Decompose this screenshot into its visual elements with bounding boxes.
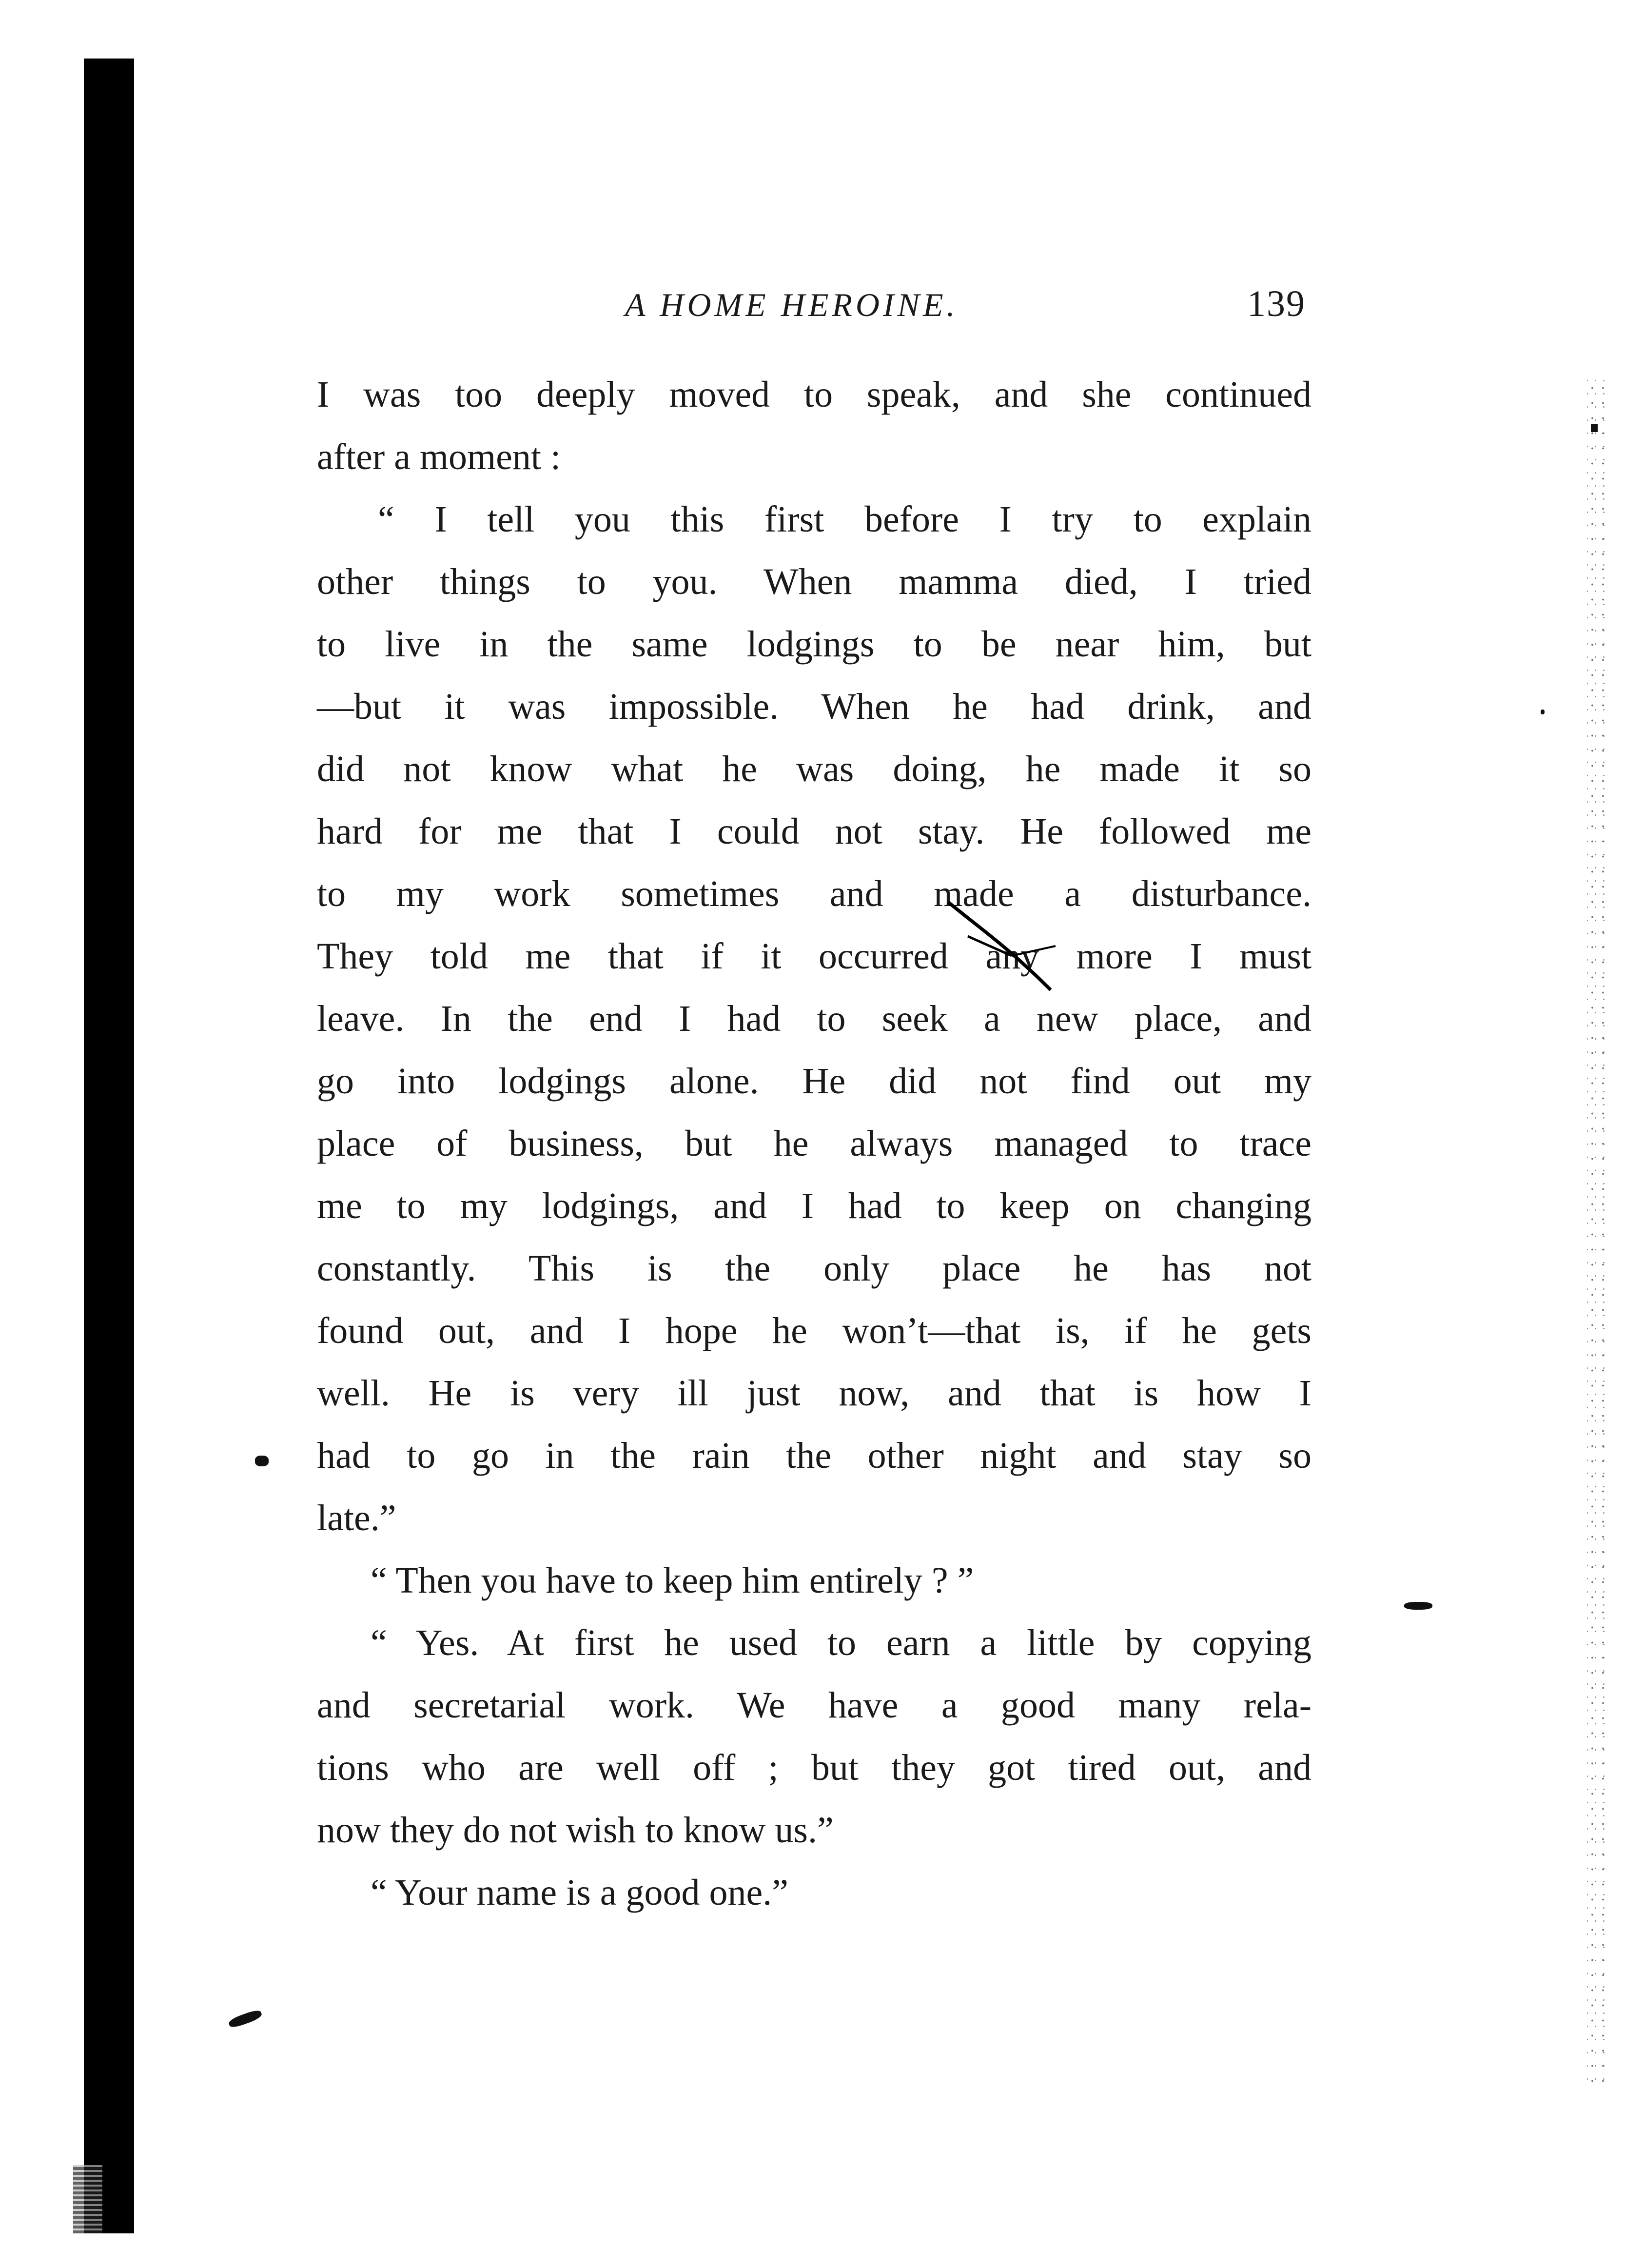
- running-title: A HOME HEROINE.: [625, 286, 959, 323]
- ink-smudge: [1404, 1602, 1432, 1610]
- scan-edge-noise: [1587, 380, 1606, 2087]
- ink-smudge: [228, 2009, 263, 2030]
- running-head: [317, 283, 1311, 336]
- text-line: I was too deeply moved to speak, and she continued: [317, 374, 1311, 415]
- text-line: “ Yes. At first he used to earn a little by copying: [371, 1622, 1311, 1663]
- binding-edge-texture: [73, 2165, 102, 2233]
- text-line: —but it was impossible. When he had drink, and: [317, 686, 1311, 727]
- ink-smudge: [255, 1456, 269, 1466]
- text-line: late.”: [317, 1498, 396, 1538]
- body-text: [317, 363, 1311, 1924]
- text-line: place of business, but he always managed to trace: [317, 1123, 1311, 1164]
- pen-correction-mark: [939, 892, 1095, 1019]
- text-line: after a moment :: [317, 436, 561, 477]
- text-line: constantly. This is the only place he has not: [317, 1248, 1311, 1289]
- scan-edge-mark: [1591, 424, 1598, 432]
- text-line: “ Your name is a good one.”: [371, 1872, 788, 1913]
- page-number: 139: [1247, 283, 1306, 324]
- text-line: hard for me that I could not stay. He followed me: [317, 811, 1311, 852]
- text-line: had to go in the rain the other night and stay so: [317, 1435, 1311, 1476]
- text-line: tions who are well off ; but they got tired out, and: [317, 1747, 1311, 1788]
- text-line: found out, and I hope he won’t—that is, if he gets: [317, 1310, 1311, 1351]
- text-line: to live in the same lodgings to be near him, but: [317, 624, 1311, 665]
- text-line: did not know what he was doing, he made it so: [317, 749, 1311, 789]
- text-line: “ I tell you this first before I try to explain: [378, 499, 1311, 540]
- text-line: leave. In the end I had to seek a new place, and: [317, 998, 1311, 1039]
- text-line: and secretarial work. We have a good many rela-: [317, 1685, 1311, 1726]
- text-line: me to my lodgings, and I had to keep on changing: [317, 1185, 1311, 1226]
- text-line: well. He is very ill just now, and that is how I: [317, 1373, 1311, 1414]
- text-line: to my work sometimes and made a disturbance.: [317, 873, 1311, 914]
- ink-smudge: [1541, 710, 1545, 714]
- text-line: They told me that if it occurred any more I must: [317, 936, 1311, 977]
- text-line: go into lodgings alone. He did not find out my: [317, 1061, 1311, 1102]
- text-line: “ Then you have to keep him entirely ? ”: [371, 1560, 974, 1601]
- text-line: now they do not wish to know us.”: [317, 1810, 834, 1851]
- text-line: other things to you. When mamma died, I tried: [317, 561, 1311, 602]
- binding-strip: [84, 59, 134, 2233]
